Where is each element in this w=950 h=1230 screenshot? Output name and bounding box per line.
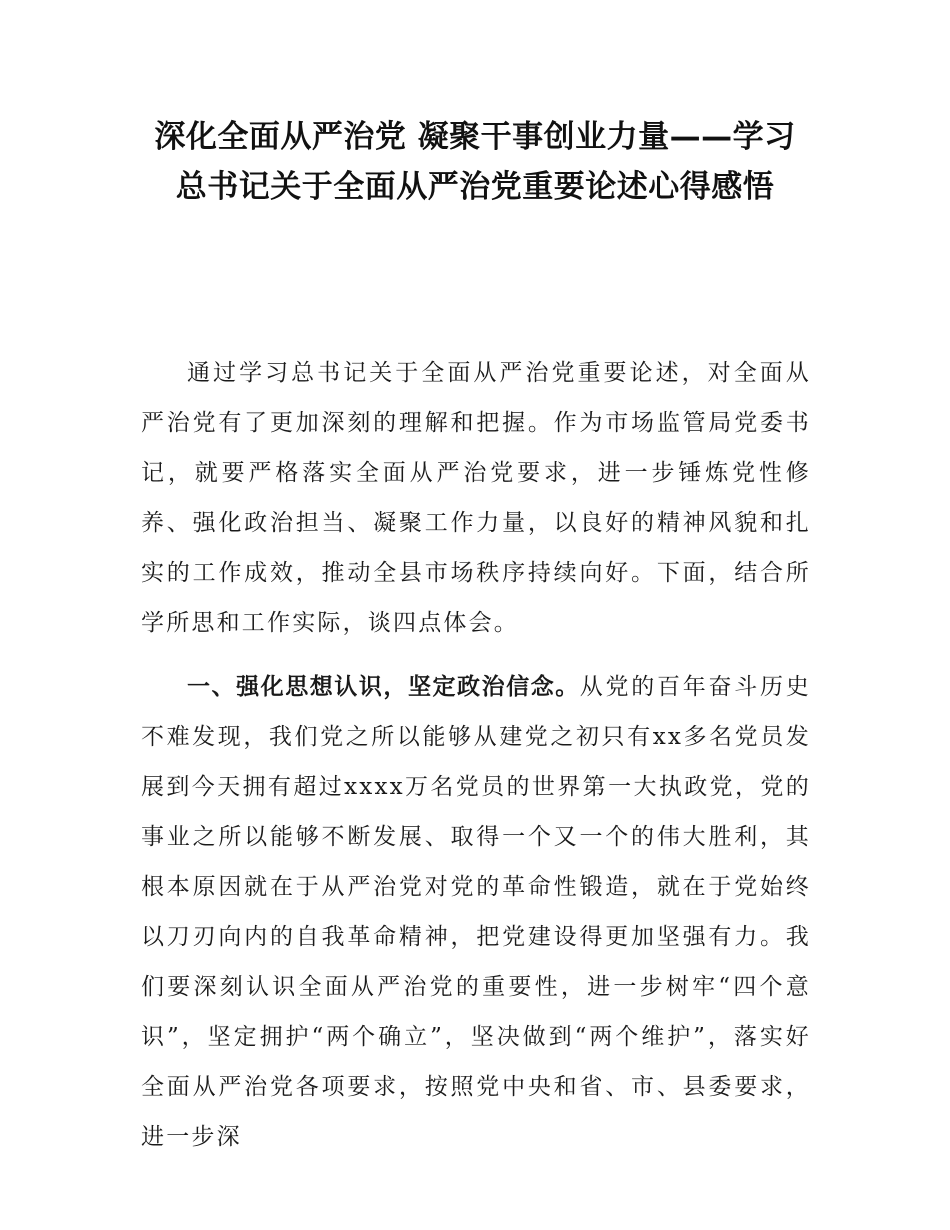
paragraph-intro [141, 348, 811, 648]
paragraph-intro-text: 通过学习总书记关于全面从严治党重要论述，对全面从严治党有了更加深刻的理解和把握。作为市场监管局党委书记，就要严格落实全面从严治党要求，进一步锤炼党性修养、强化政治担当、凝聚工作力量，以良好的精神风貌和扎实的工作成效，推动全县市场秩序持续向好。下面，结合所学所思和工作实际，谈四点体会。 [141, 360, 811, 636]
section-1-heading: 一、强化思想认识，坚定政治信念。 [187, 674, 580, 700]
section-1-text: 从党的百年奋斗历史不难发现，我们党之所以能够从建党之初只有xx多名党员发展到今天拥有超过xxxx万名党员的世界第一大执政党，党的事业之所以能够不断发展、取得一个又一个的伟大胜利，其根本原因就在于从严治党对党的革命性锻造，就在于党始终以刀刃向内的自我革命精神，把党建设得更加坚强有力。我们要深刻认识全面从严治党的重要性，进一步树牢“四个意识”，坚定拥护“两个确立”，坚决做到“两个维护”，落实好全面从严治党各项要求，按照党中央和省、市、县委要求，进一步深 [141, 674, 811, 1150]
document-title: 深化全面从严治党 凝聚干事创业力量——学习总书记关于全面从严治党重要论述心得感悟 [154, 119, 796, 205]
document-body [141, 348, 811, 1176]
paragraph-section-1 [141, 662, 811, 1162]
